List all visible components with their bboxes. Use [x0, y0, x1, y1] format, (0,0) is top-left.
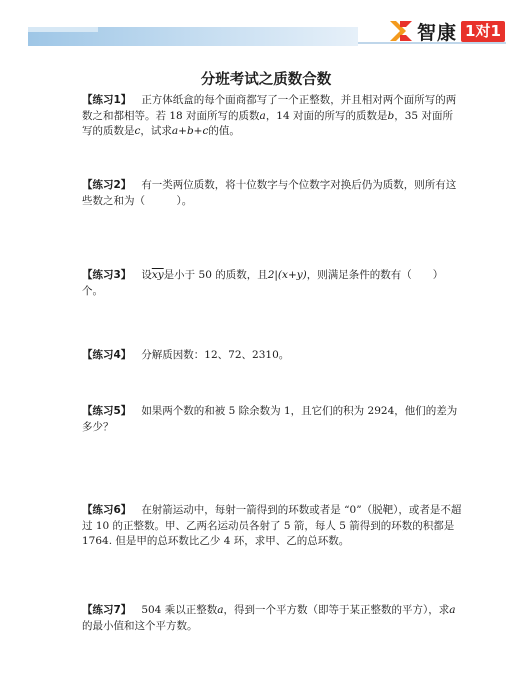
- problem-1: [82, 93, 462, 140]
- problem-text: 如果两个数的和被 5 除余数为 1，且它们的积为 2924，他们的差为多少？: [82, 405, 458, 433]
- problem-2: [82, 178, 462, 209]
- problem-6: [82, 503, 462, 550]
- var-c: c: [134, 125, 141, 137]
- problem-tag: 【练习1】: [82, 94, 132, 106]
- problem-text: ，14 对面的所写的质数是: [265, 109, 388, 122]
- overline-number: $\overline{xy}$: [151, 269, 164, 281]
- expression: a+b+c: [171, 125, 209, 137]
- problem-tag: 【练习6】: [82, 504, 132, 516]
- var-a: a: [217, 604, 224, 616]
- problem-tag: 【练习7】: [82, 604, 132, 616]
- problem-text: 的最小值和这个平方数。: [82, 619, 198, 632]
- brand-logo: [388, 16, 505, 46]
- var-b: b: [387, 109, 395, 122]
- problem-text: 504 乘以正整数: [141, 604, 218, 616]
- page-title: 分班考试之质数合数: [200, 72, 332, 88]
- expression: 2|(x+y): [267, 269, 307, 281]
- problem-text: 是小于 50 的质数，且: [163, 269, 268, 281]
- problem-text: 分解质因数：12、72、2310。: [141, 349, 290, 361]
- problem-text: 设: [141, 269, 152, 281]
- problem-4: [82, 348, 462, 364]
- problem-tag: 【练习3】: [82, 269, 132, 281]
- problem-text: ，试求: [140, 125, 172, 137]
- header-band: [28, 27, 358, 46]
- problem-3: [82, 268, 462, 299]
- problem-text: ，则满足条件的数有（ ）个。: [82, 269, 444, 297]
- problem-text: 有一类两位质数，将十位数字与个位数字对换后仍为质数，则所有这些数之和为（ ）。: [82, 179, 457, 207]
- problem-5: [82, 404, 462, 435]
- problem-text: ，35 对面所写的质数是: [82, 109, 453, 137]
- problem-tag: 【练习4】: [82, 349, 132, 361]
- problem-tag: 【练习2】: [82, 179, 132, 191]
- var-a: a: [259, 109, 266, 122]
- problem-tag: 【练习5】: [82, 405, 132, 417]
- problem-text: ，得到一个平方数（即等于某正整数的平方），求: [223, 604, 450, 616]
- logo-text: 智康: [417, 21, 458, 44]
- problem-text: 在射箭运动中，每射一箭得到的环数或者是 “0”（脱靶），或者是不超过 10 的正整数。甲、乙两名运动员各射了 5 箭，每人 5 箭得到的环数的积都是 1764. 但是甲的总环数比乙少 4 环，求甲、乙的总环数。: [82, 504, 462, 547]
- logo-mark-icon: [388, 18, 414, 44]
- problem-text: 正方体纸盒的每个面商都写了一个正整数，并且相对两个面所写的两数之和都相等。若 18 对面所写的质数: [82, 94, 457, 122]
- problem-text: 的值。: [208, 125, 240, 137]
- logo-badge: 1对1: [461, 21, 505, 42]
- problem-7: [82, 603, 462, 634]
- var-a: a: [449, 604, 456, 616]
